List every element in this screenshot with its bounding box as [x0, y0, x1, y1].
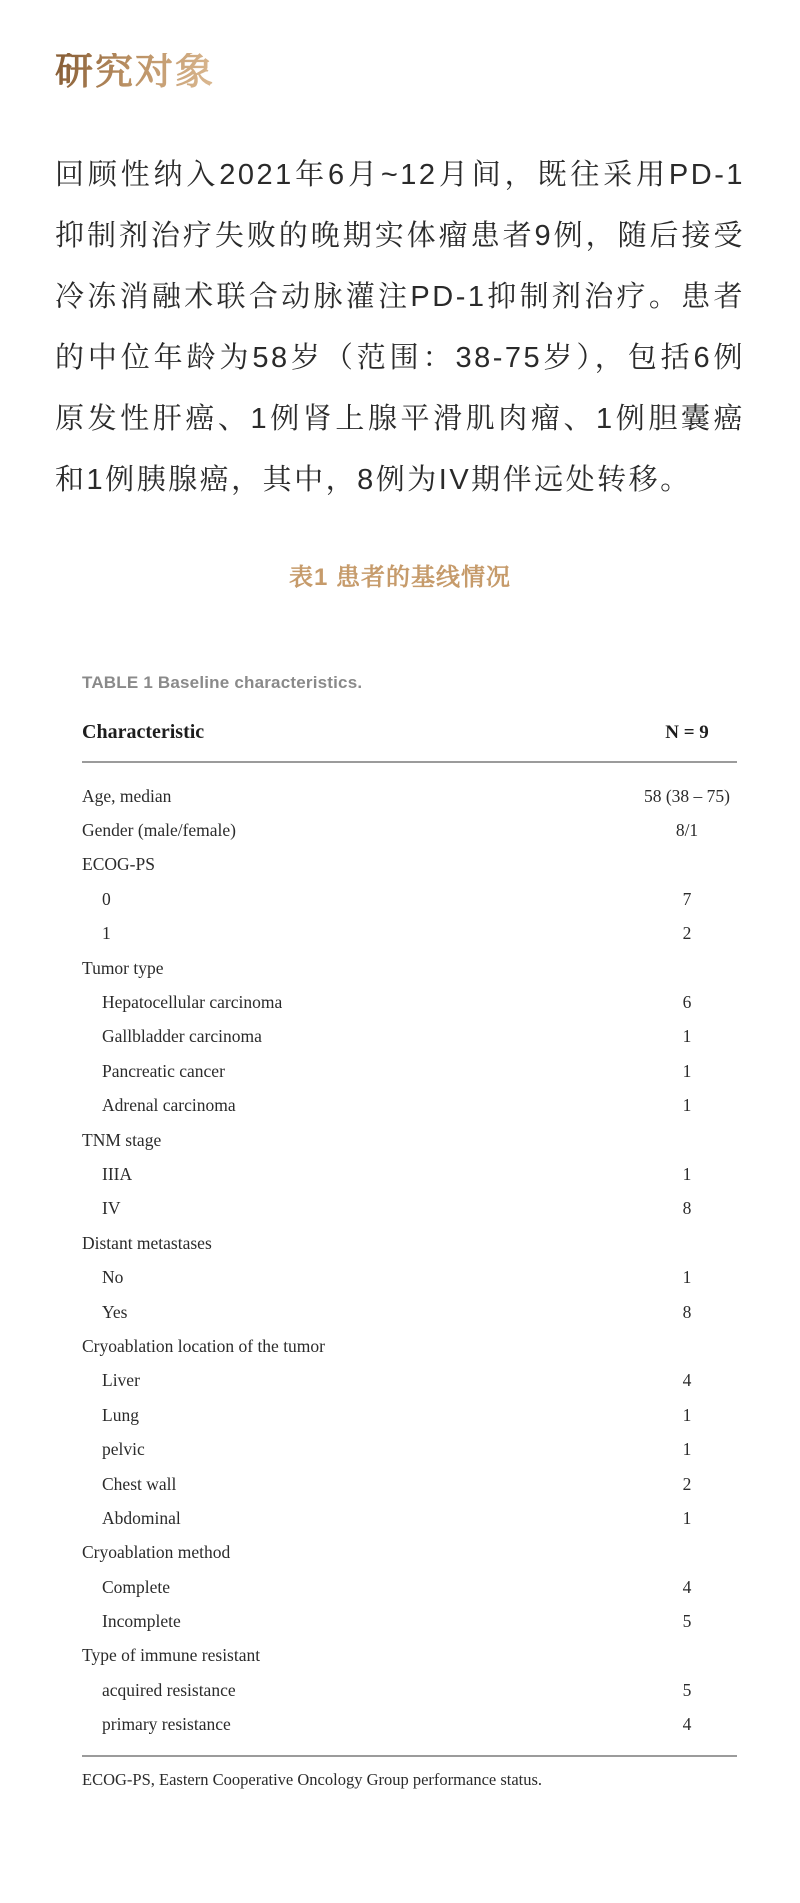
row-label: TNM stage: [82, 1129, 162, 1150]
row-value: 1: [682, 1026, 692, 1047]
table-row: [82, 1398, 737, 1432]
row-value: 1: [682, 1507, 692, 1528]
table-row: [82, 1020, 737, 1054]
table-row: [82, 882, 737, 916]
table-row: [82, 1157, 737, 1191]
table-row: [82, 1329, 737, 1363]
table-row: [82, 1226, 737, 1260]
row-value: 4: [682, 1370, 692, 1391]
row-value: 1: [682, 1060, 692, 1081]
row-value: 2: [682, 1473, 692, 1494]
row-label: Type of immune resistant: [82, 1645, 261, 1666]
row-value: 1: [682, 1095, 692, 1116]
row-value: 1: [682, 1439, 692, 1460]
table-row: [82, 848, 737, 882]
row-value: 5: [682, 1679, 692, 1700]
table-row: [82, 1673, 737, 1707]
row-label: Gender (male/female): [82, 820, 237, 841]
row-value: 8: [682, 1198, 692, 1219]
row-label: IV: [102, 1198, 121, 1219]
table-header-characteristic: Characteristic: [82, 721, 205, 743]
table-row: [82, 1192, 737, 1226]
table-header-n: N = 9: [665, 722, 709, 743]
row-label: 0: [102, 888, 111, 909]
row-label: primary resistance: [102, 1714, 231, 1735]
row-label: pelvic: [102, 1439, 145, 1460]
row-label: ECOG-PS: [82, 854, 155, 875]
table-row: [82, 1364, 737, 1398]
table-header-row: [82, 720, 737, 763]
table-row: [82, 1708, 737, 1742]
table-row: [82, 1536, 737, 1570]
table-row: [82, 1570, 737, 1604]
row-value: 8: [682, 1301, 692, 1322]
table-row: [82, 917, 737, 951]
row-label: Liver: [102, 1370, 140, 1391]
row-label: Distant metastases: [82, 1232, 212, 1253]
table-row: [82, 1123, 737, 1157]
row-label: acquired resistance: [102, 1679, 236, 1700]
row-value: 58 (38 – 75): [643, 785, 731, 806]
row-label: Abdominal: [102, 1507, 181, 1528]
table-row: [82, 951, 737, 985]
table-row: [82, 1501, 737, 1535]
row-label: Complete: [102, 1576, 171, 1597]
row-label: No: [102, 1267, 124, 1288]
table-row: [82, 1639, 737, 1673]
table-row: [82, 985, 737, 1019]
table-row: [82, 1467, 737, 1501]
table-row: [82, 813, 737, 847]
table-footnote: ECOG-PS, Eastern Cooperative Oncology Group performance status.: [82, 1769, 543, 1789]
table-row: [82, 1054, 737, 1088]
body-paragraph: 回顾性纳入2021年6月~12月间，既往采用PD-1抑制剂治疗失败的晚期实体瘤患者9例，随后接受冷冻消融术联合动脉灌注PD-1抑制剂治疗。患者的中位年龄为58岁（范围：38-75岁），包括6例原发性肝癌、1例肾上腺平滑肌肉瘤、1例胆囊癌和1例胰腺癌，其中，8例为IV期伴远处转移。: [55, 159, 745, 496]
row-label: Cryoablation method: [82, 1542, 231, 1563]
row-value: 5: [682, 1611, 692, 1632]
row-label: Hepatocellular carcinoma: [102, 992, 283, 1013]
row-label: Pancreatic cancer: [102, 1060, 225, 1081]
row-value: 1: [682, 1267, 692, 1288]
row-value: 2: [682, 923, 692, 944]
table-row: [82, 1260, 737, 1294]
baseline-characteristics-table: [82, 674, 737, 1790]
row-value: 4: [682, 1576, 692, 1597]
row-value: 4: [682, 1714, 692, 1735]
row-value: 1: [682, 1404, 692, 1425]
row-value: 8/1: [675, 820, 699, 841]
table-row: [82, 779, 737, 813]
row-label: Chest wall: [102, 1473, 177, 1494]
row-value: 1: [682, 1163, 692, 1184]
table-row: [82, 1432, 737, 1466]
row-value: 6: [682, 992, 692, 1013]
table-row: [82, 1295, 737, 1329]
row-label: 1: [102, 923, 111, 944]
row-label: Cryoablation location of the tumor: [82, 1335, 326, 1356]
row-label: Age, median: [82, 785, 172, 806]
row-label: Tumor type: [82, 957, 164, 978]
row-value: 7: [682, 888, 692, 909]
section-heading: 研究对象: [55, 51, 216, 93]
row-label: Lung: [102, 1404, 139, 1425]
table-label: TABLE 1 Baseline characteristics.: [82, 673, 363, 692]
table-row: [82, 1604, 737, 1638]
row-label: Gallbladder carcinoma: [102, 1026, 262, 1047]
row-label: Yes: [102, 1301, 128, 1322]
row-label: Incomplete: [102, 1611, 181, 1632]
table-caption-cn: 表1 患者的基线情况: [288, 564, 511, 591]
article-content: [0, 53, 800, 594]
row-label: Adrenal carcinoma: [102, 1095, 236, 1116]
table-row: [82, 1089, 737, 1123]
row-label: IIIA: [102, 1163, 133, 1184]
table-body: [82, 763, 737, 1757]
